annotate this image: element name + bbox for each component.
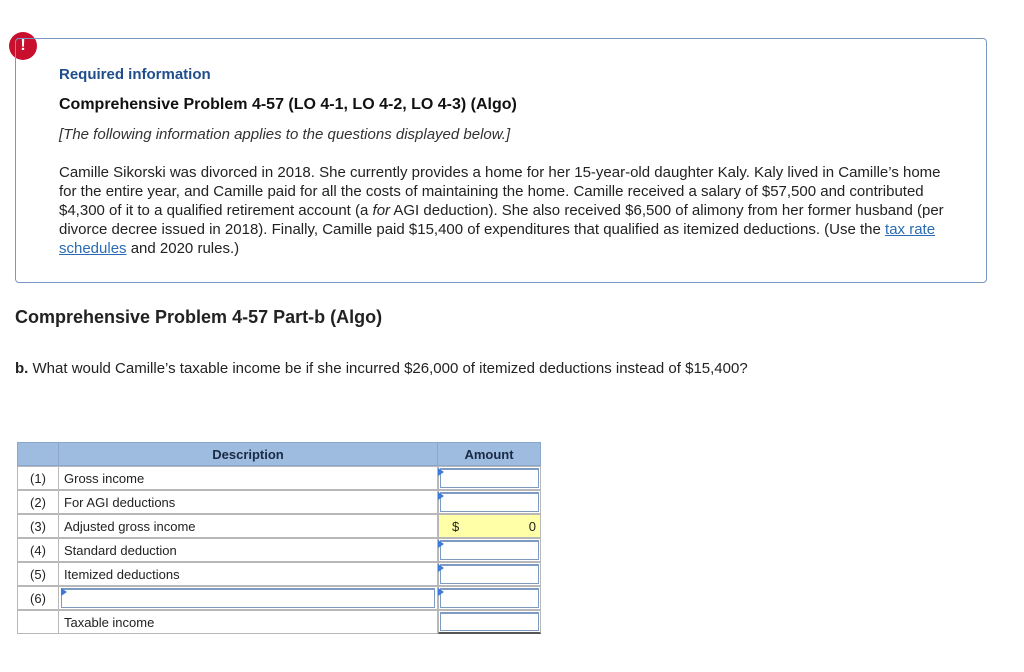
row-description: Adjusted gross income bbox=[59, 514, 438, 538]
header-amount: Amount bbox=[438, 442, 541, 466]
header-num bbox=[17, 442, 59, 466]
table-row bbox=[17, 466, 541, 490]
dropdown-marker-icon bbox=[438, 564, 444, 572]
row-number: (2) bbox=[17, 490, 59, 514]
table-row bbox=[17, 562, 541, 586]
row-number: (6) bbox=[17, 586, 59, 610]
question-text: b. What would Camille’s taxable income be if she incurred $26,000 of itemized deductions instead of $15,400? bbox=[15, 360, 748, 377]
row-number: (3) bbox=[17, 514, 59, 538]
row-6-description-input[interactable] bbox=[59, 586, 438, 610]
table-row bbox=[17, 514, 541, 538]
required-info-label: Required information bbox=[59, 66, 211, 83]
row-number bbox=[17, 610, 59, 634]
itemized-deductions-amount-input[interactable] bbox=[438, 562, 541, 586]
computed-value: 0 bbox=[528, 519, 536, 534]
header-description: Description bbox=[59, 442, 438, 466]
dropdown-marker-icon bbox=[61, 588, 67, 596]
dropdown-marker-icon bbox=[438, 588, 444, 596]
tax-rate-schedules-link[interactable]: tax rate schedules bbox=[59, 221, 936, 257]
for-agi-deductions-amount-input[interactable] bbox=[438, 490, 541, 514]
adjusted-gross-income-amount bbox=[438, 514, 541, 538]
problem-title: Comprehensive Problem 4-57 (LO 4-1, LO 4-2, LO 4-3) (Algo) bbox=[59, 96, 517, 113]
dropdown-marker-icon bbox=[438, 492, 444, 500]
problem-description: Camille Sikorski was divorced in 2018. She currently provides a home for her 15-year-old daughter Kaly. Kaly lived in Camille’s home for the entire year, and Camille paid for all the costs of maintaining the home. Camille received a salary of $57,500 and contributed $4,300 of it to a qualified retirement account (a for AGI deduction). She also received $6,500 of alimony from her former husband (per divorce decree issued in 2018). Finally, Camille paid $15,400 of expenditures that qualified as itemized deductions. (Use the tax rate schedules and 2020 rules.) bbox=[59, 164, 944, 257]
row-number: (5) bbox=[17, 562, 59, 586]
part-title: Comprehensive Problem 4-57 Part-b (Algo) bbox=[15, 307, 383, 327]
row-description: Standard deduction bbox=[59, 538, 438, 562]
table-row bbox=[17, 538, 541, 562]
gross-income-amount-input[interactable] bbox=[438, 466, 541, 490]
taxable-income-amount-input[interactable] bbox=[438, 610, 541, 634]
table-row bbox=[17, 586, 541, 610]
dropdown-marker-icon bbox=[438, 540, 444, 548]
alert-icon: ! bbox=[9, 32, 37, 60]
row-number: (1) bbox=[17, 466, 59, 490]
table-row bbox=[17, 490, 541, 514]
dropdown-marker-icon bbox=[438, 468, 444, 476]
row-description: Gross income bbox=[59, 466, 438, 490]
currency-symbol: $ bbox=[452, 519, 460, 534]
row-description: Itemized deductions bbox=[59, 562, 438, 586]
info-note: [The following information applies to the questions displayed below.] bbox=[59, 126, 511, 143]
row-6-amount-input[interactable] bbox=[438, 586, 541, 610]
table-row bbox=[17, 610, 541, 634]
answer-table bbox=[17, 442, 541, 634]
standard-deduction-amount-input[interactable] bbox=[438, 538, 541, 562]
row-number: (4) bbox=[17, 538, 59, 562]
row-description: Taxable income bbox=[59, 610, 438, 634]
row-description: For AGI deductions bbox=[59, 490, 438, 514]
